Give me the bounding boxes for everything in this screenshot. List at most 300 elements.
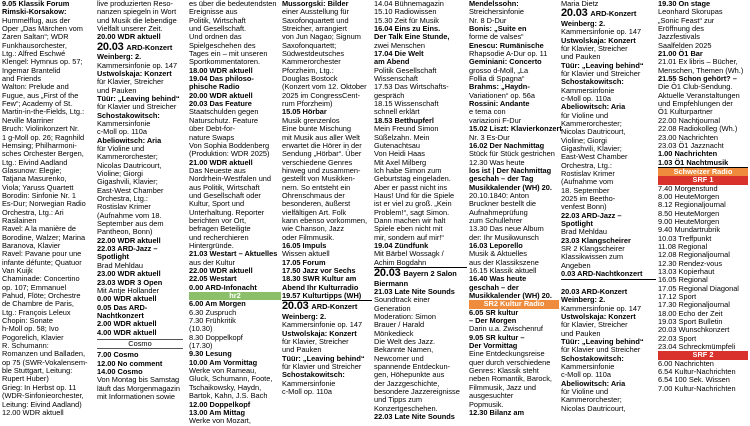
program-detail: verschiedene Genres [282, 157, 353, 167]
program-detail: Baranova, Klavier [2, 240, 61, 250]
program-detail: Aber er passt nicht ins [374, 182, 448, 192]
program-detail: SR 2 Klangscheirer [561, 244, 625, 254]
program-detail: 13.30 Das neue Album [469, 224, 544, 234]
program-entry: 22.03 ARD-Jazz – [561, 210, 622, 220]
program-detail: Grieg: In Herbst op. 11 [2, 382, 77, 392]
program-detail: Werke von Rameau, [189, 366, 257, 376]
program-detail: Von Sophia Boddenberg [189, 140, 270, 150]
program-entry: Weinberg: 2. [561, 18, 606, 28]
program-detail: für Violine und [561, 386, 609, 396]
column-4 [282, 0, 372, 421]
program-detail: und Pauken [282, 345, 322, 355]
program-detail: Gigashvili, Klavier; [97, 177, 158, 187]
program-detail: Werke von Mozart, [189, 416, 251, 426]
program-detail: 22.00 Nachtjournal [658, 115, 721, 125]
program-entry: Musikkalender (WH) 20. [469, 291, 552, 301]
program-entry: 16.40 Was heute [469, 274, 527, 284]
program-detail: Spielgeschehen des [189, 40, 256, 50]
program-detail: für Klavier und Streicher [97, 102, 177, 112]
program-entry: Weinberg: 2. [561, 295, 606, 305]
program-detail: Streichersinfonie [469, 7, 525, 17]
program-entry: Weinberg: 2. [282, 311, 327, 321]
program-entry: 16.05 Impuls [282, 240, 327, 250]
program-detail: Kammersinfonie [561, 85, 615, 95]
station-header: SR2 Kultur Radio [469, 300, 559, 308]
program-entry: Tüür: „Leaving behind“ [561, 60, 644, 70]
program-entry: Abeliowitsch: Aria [97, 135, 162, 145]
program-detail: Variationen“ op. 56a [469, 90, 536, 100]
program-detail: Mein Freund Simon [374, 124, 439, 134]
program-detail: berichten vor Ort, [189, 215, 247, 225]
program-detail: Unterhaltung. Reporter [189, 207, 265, 217]
program-detail: Maria Dietz [561, 0, 599, 8]
program-entry: Der Vormittag [469, 341, 518, 351]
program-detail: Hintergründe. [189, 240, 234, 250]
program-entry: am Abend [374, 57, 410, 67]
program-detail: Wissen aktuell [282, 249, 330, 259]
program-entry: 0.03 ARD-Nachtkonzert [561, 269, 643, 279]
program-detail: 6.54 Kultur-Nachrichten [658, 367, 736, 377]
program-detail: forme de valses“ [469, 32, 524, 42]
program-detail: de Chambre de Paris, [2, 299, 74, 309]
program-entry: 20.00 WDR aktuell [189, 90, 253, 100]
program-detail: Viola; Yaruss Quartett [2, 182, 74, 192]
program-detail: Chopin: Sonate [2, 316, 53, 326]
program-detail: läuft das Morgenmagazin [97, 383, 180, 393]
program-detail: 23.00 Nachrichten [658, 132, 718, 142]
program-detail: mir, sondern auf mir!“ [374, 232, 444, 242]
program-detail: 16.15 Klassik aktuell [469, 266, 537, 275]
program-detail: 18. September [561, 185, 610, 195]
program-detail: Konzertgeschehen. [374, 403, 438, 413]
program-detail: Rupert Huber) [2, 374, 49, 384]
station-header: Schweizer Radio [658, 168, 748, 176]
program-entry: 0.00 WDR aktuell [97, 294, 157, 304]
program-detail: Ohrenschmaus der [282, 190, 345, 200]
program-detail: c-Moll op. 110a [282, 386, 332, 396]
program-entry: Schostakowitsch: [561, 77, 624, 87]
program-detail: Zaren Saltan“; WDR [2, 32, 69, 42]
program-detail: Ö1 Kulturpartner [658, 107, 713, 117]
program-detail: Nr. 8 D-Dur [469, 15, 507, 25]
program-detail: 19.03 Sport Bulletin [658, 317, 723, 327]
program-entry: 23.03 Klangscheirer [561, 235, 631, 245]
program-entry: Geminiani: Concerto [469, 57, 542, 67]
program-detail: Und ordnen das [189, 32, 242, 42]
program-detail: Die Welt des Jazz. [374, 336, 436, 346]
program-detail: 15.30 Zeit für Musik [374, 15, 439, 25]
program-detail: Tschaikowsky, Haydn, [189, 382, 262, 392]
program-detail: 6.54 100 Sek. Wissen [658, 375, 730, 385]
program-detail: 12.08 Regionaljournal [658, 250, 730, 260]
program-detail: (WDR-Sinfonieorchester, [2, 391, 84, 401]
program-detail: aus der Kultur [189, 257, 236, 267]
column-6 [469, 0, 562, 421]
program-detail: 23.03 Ö1 Jazznacht [658, 140, 724, 150]
program-entry: Ustwolskaja: Konzert [561, 311, 636, 321]
program-detail: Violine; Giorgi [561, 135, 607, 145]
program-detail: 15.10 Radiowissen [374, 7, 437, 17]
program-detail: und Pauken [561, 52, 601, 62]
program-entry: Tüür: „Leaving behind“ [561, 336, 644, 346]
program-detail: Nicolas Dautricourt, [561, 403, 626, 413]
program-detail: 17.53 Das Wirtschafts- [374, 82, 449, 92]
program-detail: Staatschulden gegen [189, 107, 259, 117]
program-entry: geschah – der Tag [469, 174, 534, 184]
program-detail: Wissenschaft [374, 74, 418, 84]
program-detail: nanzen spiegeln in Wort [97, 7, 177, 17]
station-header: SRF 1 [658, 176, 748, 184]
program-entry: Abeliowitsch: Aria [561, 102, 626, 112]
program-detail: Menschen, Themen (Wh.) [658, 65, 744, 75]
program-entry: Musikkalender (WH) 20. [469, 182, 552, 192]
program-detail: über Debt-for- [189, 124, 236, 134]
program-detail: Borodin: Sinfonie Nr. 1 [2, 190, 76, 200]
program-detail: Orchestra, Ltg.: [561, 160, 612, 170]
program-detail: venfest Bonn) [561, 202, 607, 212]
program-detail: Follia di Spagna“ [469, 74, 525, 84]
program-entry: 16.03 Leporello [469, 240, 523, 250]
program-detail: 18.15 Wissenschaft [374, 99, 439, 109]
program-detail: 8.00 HeuteMorgen [658, 191, 720, 201]
program-entry: 20.00 WDR aktuell [97, 32, 161, 42]
program-entry: Rossini: Andante [469, 99, 530, 109]
program-entry: 20.03 ARD-Konzert [561, 286, 628, 296]
program-entry: 13.00 Am Mittag [189, 407, 245, 417]
program-detail: Nr. 3 Es-Dur [469, 132, 510, 142]
program-detail: von Jun Nagao; Signum [282, 32, 361, 42]
program-detail: Ingemar Brantelid [2, 65, 61, 75]
program-detail: Saxofonquartett; [282, 40, 337, 50]
program-entry: Tüür: „Leaving behind“ [97, 93, 180, 103]
program-entry: 18.30 SWR Kultur am [282, 274, 357, 284]
program-detail: 9.00 HeuteMorgen [658, 216, 720, 226]
program-entry: Mussorgski: Bilder [282, 0, 349, 8]
program-detail: 18.00 Echo der Zeit [658, 308, 723, 318]
program-detail: für Klavier, Streicher [561, 43, 628, 53]
program-detail: 13.03 Kopierhaut [658, 267, 715, 276]
program-entry: Mendelssohn: [469, 0, 519, 8]
program-detail: Van Kuijk [2, 266, 33, 275]
program-detail: 17.12 Sport [658, 292, 697, 302]
program-detail: sches Orchester Bergen, [2, 149, 84, 159]
program-detail: Nordrhein-Westfalen und [189, 174, 272, 184]
program-detail: Pogorelich, Klavier [2, 332, 64, 342]
program-detail: Naturschutz. Feature [189, 115, 259, 125]
program-detail: und Empfehlungen der [658, 99, 733, 109]
program-detail: Politik Gesellschaft [374, 65, 437, 75]
station-header: SRF 2 [658, 351, 748, 359]
program-entry: 21.03 Late Nite Sounds [374, 286, 455, 296]
program-entry: 12.30 Bilanz am [469, 407, 525, 417]
program-detail: September aus dem [97, 219, 164, 229]
program-detail: Sendung „Hörbar“. Über [282, 149, 362, 159]
program-entry: Abeliowitsch: Aria [561, 378, 626, 388]
program-detail: und Pauken [561, 328, 601, 338]
program-detail: Streicher, arrangiert [282, 24, 347, 34]
program-detail: „Sonic Feast“ zur [658, 15, 715, 25]
program-detail: (Konzert vom 12. Oktober [282, 82, 367, 92]
program-detail: befragen Beteiligte [189, 224, 251, 234]
program-detail: besonderen, äußerst [282, 199, 351, 209]
program-entry: 9.05 SR kultur – [469, 332, 525, 342]
program-detail: Pahud, Flöte; Orchestre [2, 291, 81, 301]
program-entry: 21.00 WDR aktuell [189, 157, 253, 167]
program-detail: Saxofonquartett und [282, 15, 349, 25]
program-detail: Fugue, aus „First of the [2, 90, 79, 100]
program-title: Bayern 2 Salon [403, 269, 457, 278]
program-detail: spannende Entdeckun- [374, 361, 451, 371]
program-detail: Angeben [561, 260, 591, 270]
program-detail: schnell erklärt [374, 107, 420, 117]
program-entry: 19.30 On stage [658, 0, 711, 8]
program-detail: Kammerorchester; [97, 152, 158, 162]
program-detail: für Violine und [97, 144, 145, 153]
program-detail: 21.01 Ex libris – Bücher, [658, 57, 738, 67]
program-detail: Tages ein – mit unseren [189, 49, 268, 59]
program-entry: 19.04 Zündfunk [374, 240, 429, 250]
program-detail: Musik & Aktuelles [469, 249, 527, 259]
program-detail: 6.30 Zuspruch [189, 307, 237, 317]
program-entry: 19.04 Das philoso- [189, 74, 254, 84]
program-detail: Romanzen und Balladen, [2, 349, 85, 359]
program-entry: 12.00 No comment [97, 358, 163, 368]
program-detail: Rasilainen [2, 215, 37, 225]
program-detail: (10.30) [189, 324, 213, 334]
program-detail: und Gesellschaft oder [189, 190, 261, 200]
program-entry: 9.05 Klassik Forum [2, 0, 70, 8]
program-detail: Vielfalt unserer Zeit. [97, 24, 163, 34]
column-7 [561, 0, 656, 421]
program-detail: 8.12 Regionaljournal [658, 200, 726, 210]
program-detail: es über die bedeutendsten [189, 0, 277, 8]
program-detail: zum Schullehrer [469, 215, 523, 225]
program-entry: 21.03 Westart – Aktuelles [189, 249, 278, 259]
program-entry: Der Talk Eine Stunde, [374, 32, 450, 42]
program-entry: 20.03 Das Feature [189, 99, 252, 109]
program-detail: Funkhausorchester, [2, 40, 67, 50]
program-entry: Ustwolskaja: Konzert [561, 35, 636, 45]
program-detail: Politik, Wirtschaft [189, 15, 246, 25]
program-time: 20.03 [374, 267, 404, 279]
program-entry: 22.03 Late Nite Sounds [374, 412, 455, 421]
program-detail: und Musik die lebendige [97, 15, 177, 25]
program-detail: c-Moll op. 110a [561, 93, 611, 103]
program-detail: quer durch verschiedene [469, 357, 551, 367]
program-detail: und recherchieren [189, 232, 249, 242]
program-detail: (Aufnahme vom 18. [97, 210, 162, 220]
program-detail: Rostislav Krimer [97, 202, 151, 212]
program-detail: Martin-in-the-Fields, Ltg.: [2, 107, 85, 117]
program-entry: Brahms: „Haydn- [469, 82, 530, 92]
program-detail: Mit Bärbel Wossagk / [374, 249, 444, 259]
program-detail: Jazzfestivals [658, 32, 700, 42]
program-detail: Die Ö1 Club-Sendung. [658, 82, 733, 92]
program-detail: Pantheon, Bonn) [97, 227, 153, 237]
program-detail: (17.30) [189, 341, 213, 351]
program-entry: 6.00 Am Morgen [189, 299, 246, 309]
program-detail: Brad Mehldau [97, 260, 144, 270]
program-entry: Schostakowitsch: [282, 370, 345, 380]
program-detail: der: Ihr Musikwunsch [469, 232, 539, 242]
program-entry: 16.04 Eins zu Eins. [374, 24, 441, 34]
program-detail: aus Politik, Wirtschaft [189, 182, 260, 192]
program-title: ARD-Konzert [311, 302, 358, 312]
program-detail: Neville Marriner [2, 115, 54, 125]
program-detail: Dann machen wir halt [374, 215, 446, 225]
program-detail: R. Schumann: [2, 341, 49, 351]
program-detail: 8.30 Doppelkopf [189, 332, 243, 342]
program-detail: Kammerorchester [282, 57, 341, 67]
program-time: 20.03 [282, 300, 312, 313]
column-2 [97, 0, 183, 421]
program-detail: Kammersinfonie op. 147 [561, 303, 642, 313]
program-entry: geschah – der [469, 282, 519, 292]
program-detail: (Produktion: WDR 2025) [189, 149, 270, 159]
program-detail: Kultur, Sport und [189, 199, 245, 209]
program-detail: Walton: Prelude and [2, 82, 69, 92]
program-detail: Sportkommentatoren. [189, 57, 261, 67]
program-detail: einer Ausstellung für [282, 7, 349, 17]
program-detail: Generation [374, 303, 411, 313]
program-detail: infante défunte; Quatuor [2, 257, 82, 267]
program-detail: 14.04 Bühnemagazin [374, 0, 444, 8]
program-detail: Violine; Giorgi [97, 169, 143, 179]
program-detail: Filmmusik, Jazz und [469, 382, 536, 392]
program-entry: Abend Ihr Kulturradio [282, 282, 359, 292]
program-entry: 18.53 Betthupferl [374, 115, 434, 125]
program-detail: h-Moll op. 58; Ivo [2, 324, 59, 334]
program-detail: Bekannte Namen, [374, 345, 434, 355]
program-detail: Eine bunte Mischung [282, 124, 352, 134]
program-detail: oder Filmmusik. [282, 232, 335, 242]
program-detail: erwartet die Hörer in der [282, 140, 362, 150]
program-detail: and Friends [2, 74, 42, 84]
program-time: 20.03 [561, 7, 591, 20]
program-detail: Geburtstag eingeladen. [374, 174, 451, 184]
program-detail: 12.30 Rendez-vous [658, 258, 723, 268]
program-entry: 23.00 WDR aktuell [97, 269, 161, 279]
program-entry: 17.50 Jazz vor Sechs [282, 266, 356, 275]
program-detail: und Gesellschaft. [189, 24, 247, 34]
program-detail: Bartok, Kahn, J.S. Bach [189, 391, 268, 401]
program-entry: 0.00 ARD-Infonacht [189, 282, 257, 292]
program-detail: Gigashvili, Klavier; [561, 144, 622, 153]
program-detail: East-West Chamber [97, 185, 164, 195]
program-detail: rum Pforzheim) [282, 99, 333, 109]
program-detail: East-West Chamber [561, 152, 628, 162]
program-detail: Spiele eben nicht mit [374, 224, 443, 234]
program-detail: Kammersinfonie [282, 378, 336, 388]
program-entry: Nachtkonzert [97, 310, 144, 320]
program-detail: Bruckner bestellt die [469, 199, 536, 209]
program-entry: 15.02 Liszt: Klavierkonzert [469, 124, 562, 134]
program-detail: Problem!“, sagt Simon. [374, 207, 450, 217]
program-detail: Oper „Das Märchen vom [2, 24, 83, 34]
program-entry: los ist | Der Nachmittag [469, 165, 552, 175]
program-entry: 21.55 Schon gehört? – [658, 74, 737, 84]
program-entry: 18.00 WDR aktuell [189, 65, 253, 75]
program-entry: 22.00 WDR aktuell [189, 266, 253, 275]
program-detail: Darin u.a. Zwischenruf [469, 324, 543, 334]
program-heading [374, 268, 467, 280]
program-entry: 4.00 WDR aktuell [97, 327, 157, 337]
program-title: ARD-Konzert [590, 9, 637, 19]
program-detail: 11.08 Regional [658, 241, 708, 251]
program-entry: Spotlight [561, 219, 594, 229]
program-detail: Mit Antje Hollander [97, 285, 160, 295]
program-entry: Spotlight [97, 252, 130, 262]
program-detail: op. 107; Emmanuel [2, 282, 67, 292]
program-detail: Kammersinfonie op. 147 [561, 27, 642, 37]
program-detail: Rostislav Krimer [561, 169, 615, 179]
program-detail: Eröffnung des [658, 24, 704, 34]
program-entry: 22.05 Westart [189, 274, 237, 284]
program-entry: 7.00 Cosmo [97, 350, 139, 360]
program-detail: live produzierten Reso- [97, 0, 173, 8]
program-detail: Rhapsodie A-Dur op. 11 [469, 49, 548, 59]
program-detail: 8.50 HeuteMorgen [658, 208, 720, 218]
program-detail: für Klavier und Streicher [561, 68, 641, 78]
program-detail: variazioni F-Dur [469, 115, 522, 125]
program-detail: e tema con [469, 107, 506, 117]
program-entry: – Der Morgen [469, 316, 517, 326]
program-detail: nature Swaps [189, 132, 235, 142]
program-entry: 19.57 Kulturtipps (WH) [282, 291, 362, 301]
program-detail: 23.04 Schreckmümpfeli [658, 342, 736, 352]
program-detail: Genres: Klassik steht [469, 366, 539, 376]
program-detail: 12.00 WDR aktuell [2, 407, 64, 417]
program-entry: 17.05 Forum [282, 257, 326, 267]
program-detail: Saalfelden 2025 [658, 40, 712, 50]
program-detail: Ereignisse aus [189, 7, 238, 17]
program-detail: Kammerorchester; [561, 118, 622, 128]
program-detail: Kammersinfonie op. 147 [282, 320, 363, 330]
program-entry: 23.03 WDR 3 Open [97, 277, 163, 287]
column-8 [658, 0, 748, 421]
program-entry: Enescu: Rumänische [469, 40, 544, 50]
program-detail: Kammersinfonie [561, 361, 615, 371]
program-entry: Ustwolskaja: Konzert [97, 68, 172, 78]
program-detail: 17.05 Regional Diagonal [658, 283, 739, 293]
program-detail: Chaminade: Concertino [2, 274, 80, 284]
program-detail: Ravel: A la manière de [2, 224, 76, 234]
program-detail: Tatjana Masurenko, [2, 174, 67, 184]
program-detail: Mit Axel Milberg [374, 157, 427, 167]
program-entry: 17.04 Die Welt [374, 49, 424, 59]
program-detail: c-Moll op. 110a [97, 127, 147, 137]
program-entry: Rimski-Korsakow: [2, 7, 67, 17]
program-detail: 9.40 Mundartrubrik [658, 225, 721, 235]
program-detail: 2025 im CongressCent- [282, 90, 361, 100]
program-detail: Ich habe Simon zum [374, 165, 442, 175]
program-detail: 6.00 Nachrichten [658, 358, 714, 368]
program-detail: für Klavier, Streicher [561, 320, 628, 330]
program-entry: 12.00 Doppelkopf [189, 399, 251, 409]
program-detail: Es-Dur; Norwegian Radio [2, 199, 86, 209]
program-detail: Das Neueste aus [189, 165, 246, 175]
program-detail: 10.03 Treffpunkt [658, 233, 712, 243]
program-detail: 12.30 Was heute [469, 157, 525, 167]
program-detail: Haus! Und für die Spiele [374, 190, 455, 200]
program-detail: Leitung: Eivind Aadland) [2, 399, 82, 409]
program-detail: 16.05 Regional [658, 275, 708, 285]
program-detail: nern. So entsteht ein [282, 182, 351, 192]
program-detail: ble Stuttgart, Leitung: [2, 366, 73, 376]
program-detail: 1 g-Moll op. 26; Ragnhild [2, 132, 85, 142]
program-detail: Borodine, Walzer; Marina [2, 232, 86, 242]
program-entry: Biermann [374, 278, 409, 288]
